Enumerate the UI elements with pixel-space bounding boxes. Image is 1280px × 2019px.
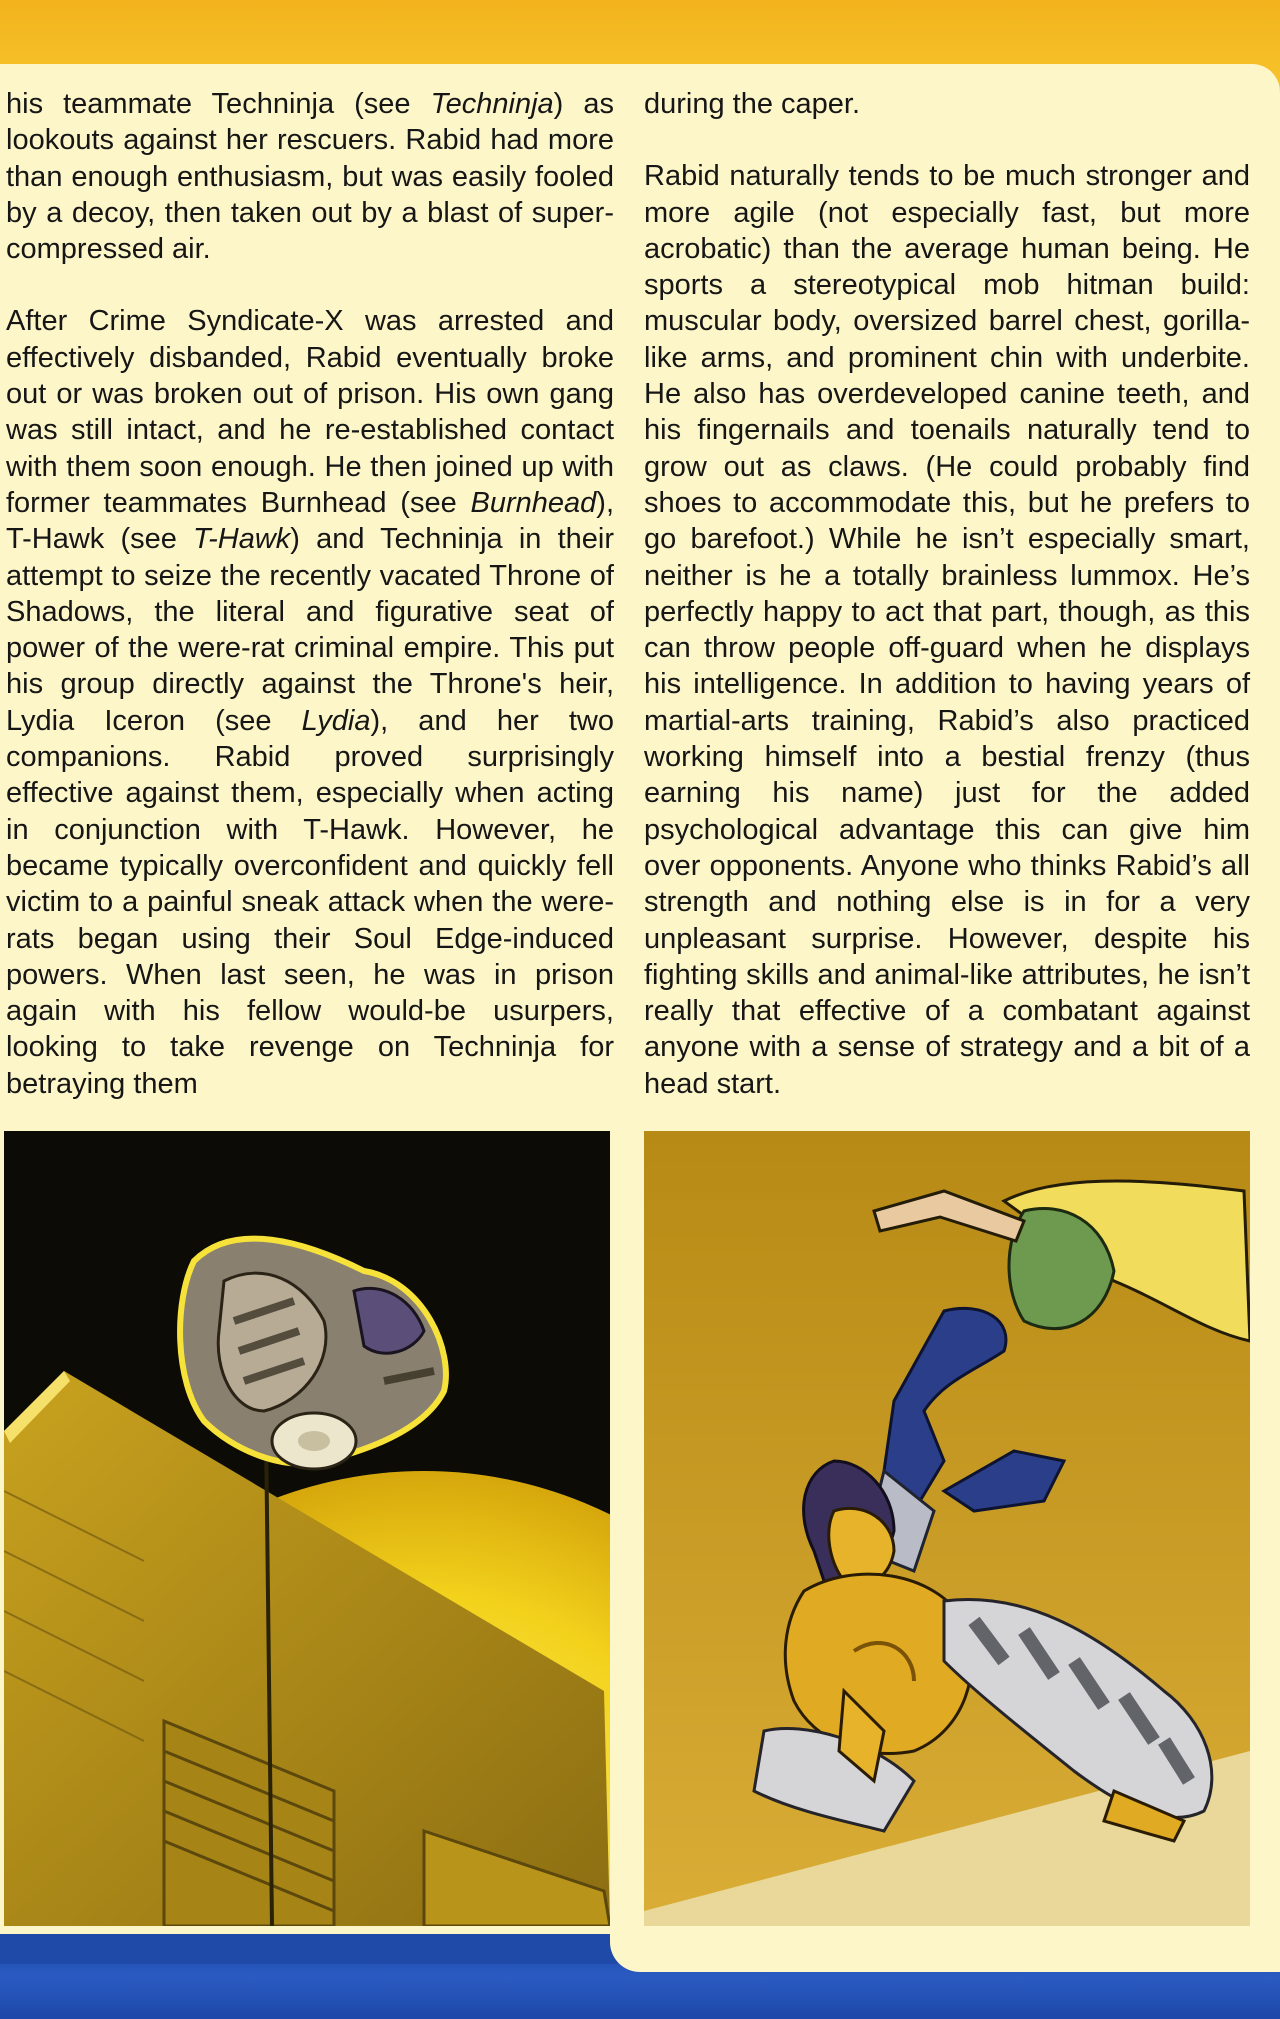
rooftop-leap-illustration — [4, 1131, 610, 1926]
text-run: his teammate Techninja (see — [6, 88, 431, 120]
bottom-panel-tab — [610, 1930, 1280, 1972]
right-paragraph-1 — [644, 86, 1250, 122]
right-paragraph-2 — [644, 158, 1250, 1102]
cross-reference: Burnhead — [470, 486, 597, 519]
cross-reference: T-Hawk — [193, 523, 291, 556]
text-run: ), and her two companions. Rabid proved surprisingly effective against them, especially when acting in conjunction with T-Hawk. However, he became typically overconfident and quickly fell victim to a painful sneak attack when the were-rats began using their Soul Edge-induced powers. When last seen, he was in prison again with his fellow would-be usurpers, looking to take revenge on Techninja for betraying them — [6, 704, 614, 1100]
text-run: After Crime Syndicate-X was arrested and effectively disbanded, Rabid eventually broke out or was broken out of prison. His own gang was still intact, and he re-established contact with them soon enough. He then joined up with former teammates Burnhead (see — [6, 305, 614, 519]
rooftop-leap-art — [4, 1131, 610, 1926]
cross-reference: Techninja — [430, 88, 554, 120]
text-run: ) as lookouts against her rescuers. Rabid had more than enough enthusiasm, but was easily fooled by a decoy, then taken out by a blast of super-compressed air. — [6, 88, 614, 266]
left-paragraph-2 — [6, 303, 614, 1102]
text-run: ) and Techninja in their attempt to seize the recently vacated Throne of Shadows, the literal and figurative seat of power of the were-rat criminal empire. This put his group directly against the Throne's heir, Lydia Iceron (see — [6, 523, 614, 737]
left-text-column — [6, 86, 614, 1138]
rabid-fight-art — [644, 1131, 1250, 1926]
left-paragraph-1 — [6, 86, 614, 267]
text-run: Rabid naturally tends to be much stronger and more agile (not especially fast, but more acrobatic) than the average human being. He sports a stereotypical mob hitman build: muscular body, oversized barrel chest, gorilla-like arms, and prominent chin with underbite. He also has overdeveloped canine teeth, and his fingernails and toenails naturally tend to grow out as claws. (He could probably find shoes to accommodate this, but he prefers to go barefoot.) While he isn’t especially smart, neither is he a totally brainless lummox. He’s perfectly happy to act that part, though, as this can throw people off-guard when he displays his intelligence. In addition to having years of martial-arts training, Rabid’s also practiced working himself into a bestial frenzy (thus earning his name) just for the added psychological advantage this can give him over opponents. Anyone who thinks Rabid’s all strength and nothing else is in for a very unpleasant surprise. However, despite his fighting skills and animal-like attributes, he isn’t really that effective of a combatant against anyone with a sense of strategy and a bit of a head start. — [644, 160, 1250, 1100]
rabid-fight-illustration — [644, 1131, 1250, 1926]
text-run: ), T-Hawk (see — [6, 486, 614, 556]
right-text-column — [644, 86, 1250, 1138]
cross-reference: Lydia — [301, 704, 371, 737]
text-run: during the caper. — [644, 88, 861, 120]
